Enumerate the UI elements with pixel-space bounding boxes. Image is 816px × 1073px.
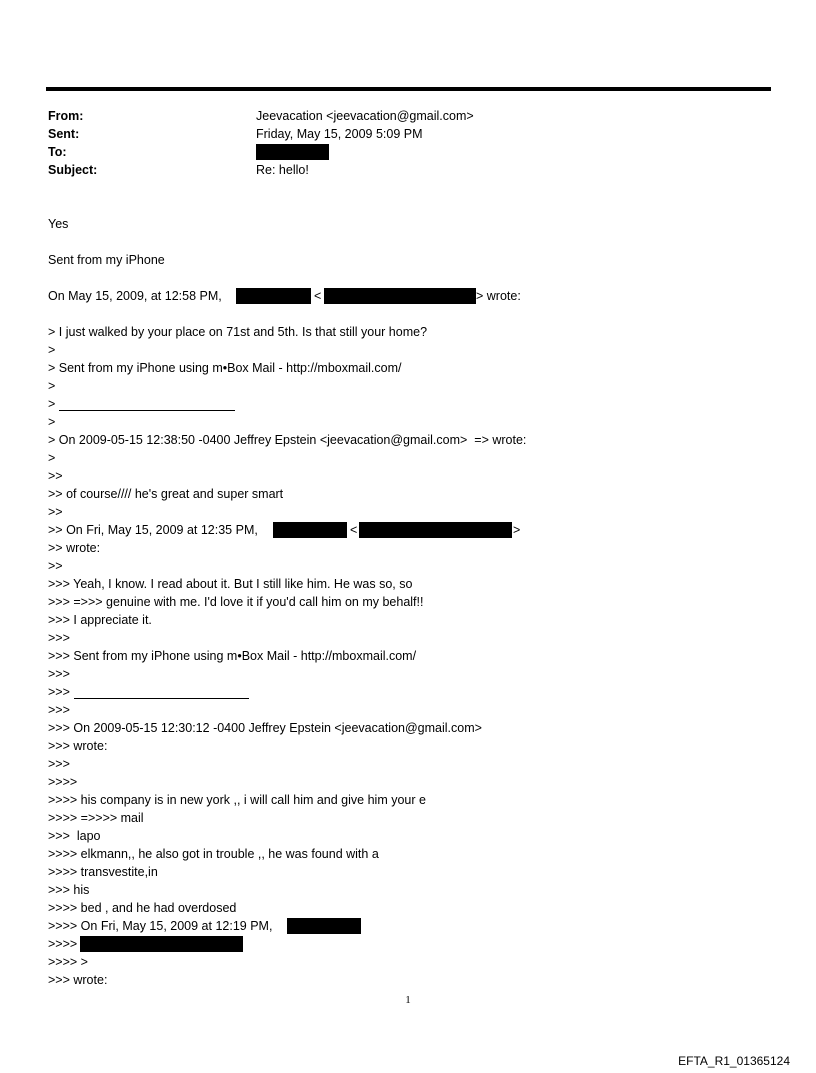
body-line: > Sent from my iPhone using m•Box Mail - http://mboxmail.com/: [48, 361, 402, 375]
body-line: >>: [48, 505, 63, 519]
body-line: <: [314, 289, 322, 303]
body-line: >>> wrote:: [48, 973, 108, 987]
separator-line: [59, 410, 235, 411]
body-line: >>>> =>>>> mail: [48, 811, 144, 825]
body-line: > On 2009-05-15 12:38:50 -0400 Jeffrey Epstein <jeevacation@gmail.com> => wrote:: [48, 433, 527, 447]
body-line: >>> lapo: [48, 829, 101, 843]
body-line: >>> =>>> genuine with me. I'd love it if you'd call him on my behalf!!: [48, 595, 424, 609]
page-number: 1: [405, 994, 411, 1006]
body-line: >> wrote:: [48, 541, 101, 555]
body-line: >>>> his company is in new york ,, i will call him and give him your e: [48, 793, 426, 807]
body-line: >>> wrote:: [48, 739, 108, 753]
body-line: >>: [48, 559, 63, 573]
redaction-bar: [273, 522, 347, 538]
body-line: >: [513, 523, 521, 537]
redaction-bar: [80, 936, 243, 952]
from-value: Jeevacation <jeevacation@gmail.com>: [256, 109, 474, 123]
from-label: From:: [48, 109, 84, 123]
header-divider: [46, 87, 771, 91]
body-line: >>>> transvestite,in: [48, 865, 158, 879]
body-line: >>>: [48, 667, 70, 681]
sent-label: Sent:: [48, 127, 80, 141]
body-line: >>> his: [48, 883, 90, 897]
body-line: >>>: [48, 703, 70, 717]
body-line: >: [48, 415, 56, 429]
separator-line: [74, 698, 249, 699]
body-line: >>> I appreciate it.: [48, 613, 152, 627]
redaction-bar: [236, 288, 311, 304]
body-line: >>>: [48, 685, 70, 699]
body-line: >: [48, 451, 56, 465]
body-line: >>>> >: [48, 955, 88, 969]
body-line: >>: [48, 469, 63, 483]
body-line: > I just walked by your place on 71st and 5th. Is that still your home?: [48, 325, 428, 339]
redaction-bar: [287, 918, 361, 934]
to-label: To:: [48, 145, 67, 159]
body-line: >> On Fri, May 15, 2009 at 12:35 PM,: [48, 523, 258, 537]
body-line: >>>: [48, 757, 70, 771]
redaction-bar: [359, 522, 512, 538]
body-line: >>>>: [48, 775, 78, 789]
subject-value: Re: hello!: [256, 163, 309, 177]
body-line: >>> Yeah, I know. I read about it. But I still like him. He was so, so: [48, 577, 413, 591]
sent-value: Friday, May 15, 2009 5:09 PM: [256, 127, 423, 141]
body-line: >> of course//// he's great and super smart: [48, 487, 284, 501]
subject-label: Subject:: [48, 163, 98, 177]
body-line: Sent from my iPhone: [48, 253, 165, 267]
body-line: >>> Sent from my iPhone using m•Box Mail - http://mboxmail.com/: [48, 649, 417, 663]
body-line: >: [48, 343, 56, 357]
to-redaction: [256, 144, 329, 160]
body-line: >>>>: [48, 937, 78, 951]
document-id: EFTA_R1_01365124: [678, 1054, 790, 1068]
body-line: >>>> On Fri, May 15, 2009 at 12:19 PM,: [48, 919, 273, 933]
body-line: >>> On 2009-05-15 12:30:12 -0400 Jeffrey Epstein <jeevacation@gmail.com>: [48, 721, 482, 735]
body-line: >>>> bed , and he had overdosed: [48, 901, 237, 915]
body-line: <: [350, 523, 358, 537]
body-line: Yes: [48, 217, 69, 231]
body-line: On May 15, 2009, at 12:58 PM,: [48, 289, 222, 303]
body-line: >: [48, 379, 56, 393]
body-line: >: [48, 397, 56, 411]
body-line: >>>: [48, 631, 70, 645]
redaction-bar: [324, 288, 476, 304]
body-line: >>>> elkmann,, he also got in trouble ,, he was found with a: [48, 847, 379, 861]
body-line: > wrote:: [476, 289, 521, 303]
